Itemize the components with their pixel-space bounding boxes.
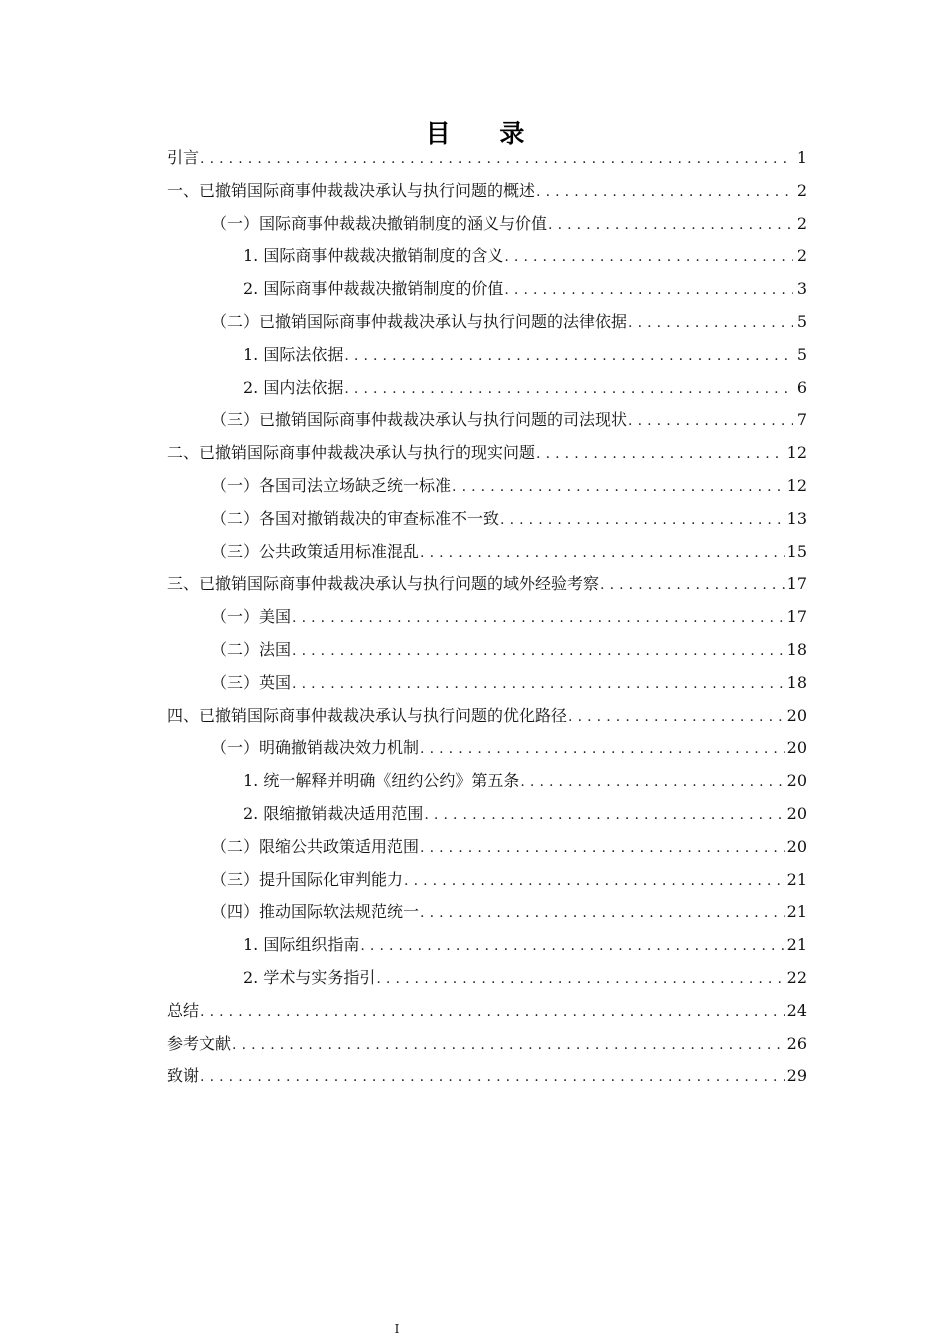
dot-leader: [420, 537, 785, 570]
toc-entry-page-number: 21: [786, 935, 807, 955]
dot-leader: [200, 143, 793, 176]
toc-entry[interactable]: [167, 175, 807, 208]
toc-entry[interactable]: [167, 404, 807, 437]
dot-leader: [376, 963, 784, 996]
dot-leader: [520, 766, 784, 799]
toc-entry-label: （二）已撤销国际商事仲裁裁决承认与执行问题的法律依据: [211, 311, 628, 331]
toc-entry-page-number: 20: [786, 705, 807, 725]
toc-entry-page-number: 5: [796, 311, 807, 331]
toc-entry[interactable]: [167, 896, 807, 929]
toc-entry[interactable]: [167, 240, 807, 273]
toc-entry[interactable]: [167, 634, 807, 667]
toc-entry-page-number: 18: [786, 639, 807, 659]
dot-leader: [568, 701, 785, 734]
table-of-contents: [167, 142, 807, 1093]
toc-entry[interactable]: [167, 667, 807, 700]
toc-entry-label: （三）英国: [211, 672, 292, 692]
toc-entry-page-number: 21: [786, 869, 807, 889]
toc-entry[interactable]: [167, 273, 807, 306]
toc-entry-page-number: 20: [786, 836, 807, 856]
toc-entry-page-number: 20: [786, 803, 807, 823]
toc-entry-page-number: 12: [786, 475, 807, 495]
toc-entry-page-number: 26: [786, 1033, 807, 1053]
toc-title: 目 录: [425, 119, 545, 148]
toc-entry-label: 1. 国际组织指南: [243, 935, 360, 955]
toc-entry-page-number: 1: [796, 148, 807, 167]
toc-entry-page-number: 29: [786, 1066, 807, 1086]
toc-entry[interactable]: [167, 601, 807, 634]
dot-leader: [292, 602, 785, 635]
toc-entry[interactable]: [167, 503, 807, 536]
toc-entry-label: 2. 学术与实务指引: [243, 967, 376, 987]
toc-entry[interactable]: [167, 831, 807, 864]
toc-entry[interactable]: [167, 995, 807, 1028]
toc-entry-label: （三）已撤销国际商事仲裁裁决承认与执行问题的司法现状: [211, 410, 628, 430]
dot-leader: [200, 1061, 785, 1094]
toc-entry-label: 一、已撤销国际商事仲裁裁决承认与执行问题的概述: [167, 180, 536, 200]
toc-entry-label: （一）美国: [211, 607, 292, 627]
toc-entry[interactable]: [167, 372, 807, 405]
toc-entry-page-number: 12: [786, 443, 807, 463]
toc-entry-page-number: 17: [786, 574, 807, 594]
toc-entry[interactable]: [167, 470, 807, 503]
dot-leader: [536, 176, 793, 209]
toc-entry-label: （一）国际商事仲裁裁决撤销制度的涵义与价值: [211, 213, 548, 233]
toc-entry-page-number: 2: [796, 180, 807, 200]
dot-leader: [404, 865, 785, 898]
toc-entry-page-number: 20: [786, 738, 807, 758]
toc-entry-page-number: 22: [786, 967, 807, 987]
toc-entry-page-number: 2: [796, 213, 807, 233]
toc-entry-label: （三）提升国际化审判能力: [211, 869, 404, 889]
toc-entry-label: 引言: [167, 148, 200, 167]
toc-entry[interactable]: [167, 1060, 807, 1093]
toc-entry[interactable]: [167, 536, 807, 569]
page-number-footer: I: [394, 1322, 400, 1336]
toc-entry-page-number: 7: [796, 410, 807, 430]
dot-leader: [344, 373, 793, 406]
toc-entry-label: （二）各国对撤销裁决的审查标准不一致: [211, 508, 500, 528]
dot-leader: [292, 635, 785, 668]
dot-leader: [200, 996, 785, 1029]
toc-entry-page-number: 3: [796, 279, 807, 299]
toc-entry[interactable]: [167, 798, 807, 831]
dot-leader: [628, 307, 793, 340]
dot-leader: [548, 209, 793, 242]
toc-entry[interactable]: [167, 208, 807, 241]
dot-leader: [628, 405, 793, 438]
toc-entry-label: 2. 限缩撤销裁决适用范围: [243, 803, 424, 823]
toc-entry-label: （一）各国司法立场缺乏统一标准: [211, 475, 452, 495]
toc-entry-label: （二）法国: [211, 639, 292, 659]
toc-entry-label: 总结: [167, 1000, 200, 1020]
toc-entry-label: 致谢: [167, 1066, 200, 1086]
toc-entry-page-number: 15: [786, 541, 807, 561]
toc-entry[interactable]: [167, 700, 807, 733]
toc-entry-label: 2. 国内法依据: [243, 377, 344, 397]
dot-leader: [292, 668, 785, 701]
toc-entry[interactable]: [167, 339, 807, 372]
dot-leader: [424, 799, 784, 832]
toc-entry[interactable]: [167, 568, 807, 601]
toc-entry-label: 2. 国际商事仲裁裁决撤销制度的价值: [243, 279, 504, 299]
toc-entry-page-number: 21: [786, 902, 807, 922]
toc-entry-label: 参考文献: [167, 1033, 232, 1053]
toc-entry-page-number: 18: [786, 672, 807, 692]
toc-entry[interactable]: [167, 142, 807, 175]
dot-leader: [420, 832, 785, 865]
toc-entry-label: 二、已撤销国际商事仲裁裁决承认与执行的现实问题: [167, 443, 536, 463]
toc-entry-label: （四）推动国际软法规范统一: [211, 902, 420, 922]
dot-leader: [360, 930, 784, 963]
dot-leader: [420, 897, 785, 930]
toc-entry-label: 1. 国际法依据: [243, 344, 344, 364]
dot-leader: [600, 569, 785, 602]
toc-entry[interactable]: [167, 765, 807, 798]
toc-entry[interactable]: [167, 1028, 807, 1061]
toc-entry-label: 1. 统一解释并明确《纽约公约》第五条: [243, 771, 520, 791]
toc-entry-label: （二）限缩公共政策适用范围: [211, 836, 420, 856]
dot-leader: [500, 504, 785, 537]
toc-entry[interactable]: [167, 962, 807, 995]
dot-leader: [232, 1029, 785, 1062]
toc-entry-page-number: 20: [786, 771, 807, 791]
toc-entry-page-number: 5: [796, 344, 807, 364]
toc-entry[interactable]: [167, 864, 807, 897]
toc-entry-page-number: 2: [796, 246, 807, 266]
dot-leader: [504, 274, 793, 307]
toc-entry-page-number: 17: [786, 607, 807, 627]
toc-entry-page-number: 6: [796, 377, 807, 397]
toc-entry-label: 四、已撤销国际商事仲裁裁决承认与执行问题的优化路径: [167, 705, 568, 725]
toc-entry-label: 1. 国际商事仲裁裁决撤销制度的含义: [243, 246, 504, 266]
toc-entry-page-number: 24: [786, 1000, 807, 1020]
toc-entry[interactable]: [167, 437, 807, 470]
dot-leader: [344, 340, 793, 373]
toc-entry-label: （一）明确撤销裁决效力机制: [211, 738, 420, 758]
dot-leader: [536, 438, 785, 471]
toc-entry[interactable]: [167, 306, 807, 339]
toc-entry-label: （三）公共政策适用标准混乱: [211, 541, 420, 561]
dot-leader: [504, 241, 793, 274]
toc-entry-page-number: 13: [786, 508, 807, 528]
toc-entry-label: 三、已撤销国际商事仲裁裁决承认与执行问题的域外经验考察: [167, 574, 600, 594]
dot-leader: [420, 733, 785, 766]
toc-entry[interactable]: [167, 732, 807, 765]
dot-leader: [452, 471, 785, 504]
toc-entry[interactable]: [167, 929, 807, 962]
